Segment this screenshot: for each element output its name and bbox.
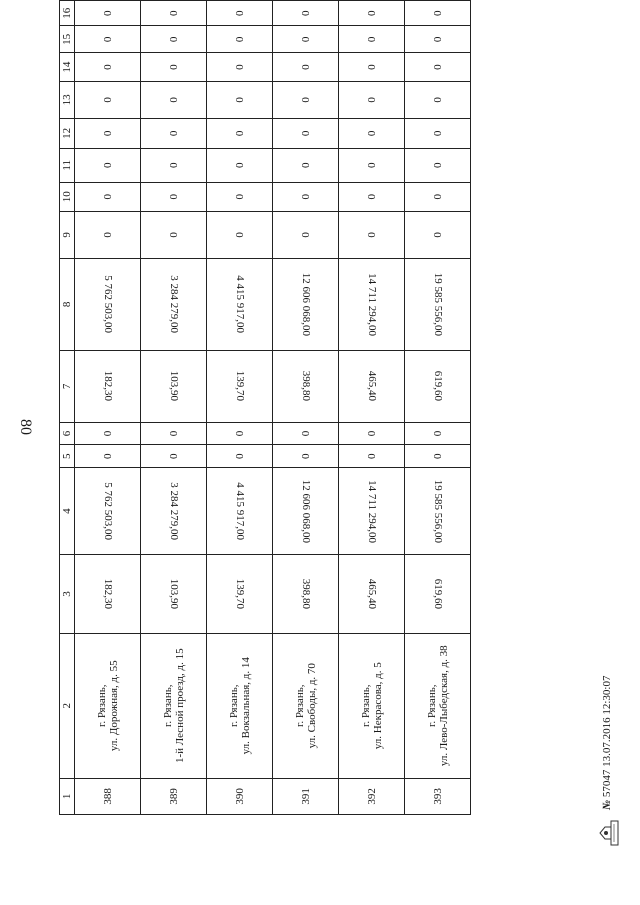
row-number: 388: [75, 778, 141, 814]
address-city: г. Рязань,: [425, 684, 438, 727]
cell-col-7: [339, 350, 405, 422]
cell-value: 0: [365, 130, 378, 137]
cell-col-5: [339, 445, 405, 468]
address-city: г. Рязань,: [359, 684, 372, 727]
cell-col-6: [141, 422, 207, 445]
cell-col-7: [75, 350, 141, 422]
cell-value: 0: [167, 232, 180, 238]
cell-value: 0: [101, 10, 114, 16]
column-header: 6: [60, 422, 75, 445]
cell-col-12: [339, 118, 405, 148]
cell-col-5: [273, 445, 339, 468]
document-number: 57047: [601, 769, 613, 798]
cell-value: 0: [431, 430, 444, 437]
cell-col-9: [75, 211, 141, 258]
address-city: г. Рязань,: [227, 684, 240, 727]
cell-col-14: [273, 53, 339, 82]
cell-col-8: [273, 258, 339, 350]
cell-col-16: [339, 1, 405, 26]
row-number: 391: [273, 778, 339, 814]
cell-value: 0: [431, 36, 444, 43]
cell-col-12: [207, 118, 273, 148]
cell-col-5: [405, 445, 471, 468]
cell-value: 0: [299, 36, 312, 43]
cell-value: 12 606 068,00: [299, 272, 312, 336]
cell-col-12: [273, 118, 339, 148]
cell-col-15: [339, 26, 405, 53]
cell-value: 0: [233, 194, 246, 200]
cell-col-7: [273, 350, 339, 422]
cell-value: 0: [431, 64, 444, 70]
cell-value: 139,70: [233, 578, 246, 610]
cell-col-4: [273, 468, 339, 555]
address-cell: [75, 633, 141, 778]
cell-value: 0: [299, 97, 312, 103]
cell-value: 14 711 294,00: [365, 479, 378, 543]
cell-value: 14 711 294,00: [365, 272, 378, 336]
cell-col-11: [273, 149, 339, 183]
cell-col-3: [75, 555, 141, 633]
address-city: г. Рязань,: [161, 684, 174, 727]
address-city: г. Рязань,: [95, 684, 108, 727]
cell-value: 0: [233, 453, 246, 459]
cell-value: 182,30: [101, 578, 114, 610]
cell-col-12: [75, 118, 141, 148]
cell-value: 0: [299, 64, 312, 70]
column-header: 5: [60, 445, 75, 468]
cell-col-11: [141, 149, 207, 183]
table-row: [273, 1, 339, 815]
cell-value: 0: [233, 10, 246, 16]
table-row: [339, 1, 405, 815]
cell-col-6: [339, 422, 405, 445]
cell-value: 398,80: [299, 371, 312, 402]
cell-value: 0: [365, 36, 378, 43]
cell-value: 0: [431, 10, 444, 16]
cell-value: 0: [431, 453, 444, 459]
document-datetime: 13.07.2016 12:30:07: [601, 675, 613, 767]
column-header: 10: [60, 182, 75, 211]
cell-value: 0: [167, 430, 180, 437]
cell-col-5: [207, 445, 273, 468]
cell-value: 0: [365, 232, 378, 238]
cell-col-4: [75, 468, 141, 555]
cell-value: 0: [233, 430, 246, 437]
cell-value: 0: [101, 453, 114, 459]
cell-col-8: [141, 258, 207, 350]
cell-col-13: [273, 81, 339, 118]
address-cell: [405, 633, 471, 778]
column-header: 11: [60, 149, 75, 183]
cell-value: 19 585 556,00: [431, 479, 444, 543]
cell-value: 0: [233, 130, 246, 137]
cell-col-6: [273, 422, 339, 445]
cell-col-15: [273, 26, 339, 53]
cell-col-4: [405, 468, 471, 555]
table-row: [75, 1, 141, 815]
cell-col-14: [141, 53, 207, 82]
cell-value: 619,60: [431, 371, 444, 402]
column-header: 14: [60, 53, 75, 82]
cell-value: 0: [431, 130, 444, 137]
cell-col-11: [339, 149, 405, 183]
cell-value: 0: [299, 10, 312, 16]
cell-col-8: [207, 258, 273, 350]
cell-value: 0: [101, 130, 114, 137]
cell-value: 0: [167, 162, 180, 169]
cell-col-15: [207, 26, 273, 53]
cell-col-3: [339, 555, 405, 633]
cell-value: 619,60: [431, 578, 444, 610]
cell-value: 4 415 917,00: [233, 275, 246, 334]
cell-value: 465,40: [365, 371, 378, 402]
row-number: 392: [339, 778, 405, 814]
cell-col-10: [75, 182, 141, 211]
cell-col-13: [75, 81, 141, 118]
cell-col-9: [141, 211, 207, 258]
cell-value: 0: [167, 453, 180, 459]
cell-col-9: [207, 211, 273, 258]
cell-value: 0: [233, 97, 246, 103]
table-row: [207, 1, 273, 815]
cell-value: 0: [299, 194, 312, 200]
cell-col-8: [75, 258, 141, 350]
cell-col-4: [339, 468, 405, 555]
column-header: 15: [60, 26, 75, 53]
cell-col-14: [405, 53, 471, 82]
data-table: [59, 0, 471, 815]
cell-col-16: [75, 1, 141, 26]
cell-col-6: [207, 422, 273, 445]
column-header: 3: [60, 555, 75, 633]
cell-col-11: [207, 149, 273, 183]
cell-value: 0: [101, 97, 114, 103]
address-street: ул. Некрасова, д. 5: [371, 662, 384, 750]
column-header: 9: [60, 211, 75, 258]
cell-value: 12 606 068,00: [299, 479, 312, 543]
cell-col-7: [207, 350, 273, 422]
cell-value: 0: [167, 36, 180, 43]
cell-col-16: [207, 1, 273, 26]
cell-value: 0: [299, 232, 312, 238]
address-cell: [141, 633, 207, 778]
cell-col-14: [75, 53, 141, 82]
cell-value: 0: [167, 97, 180, 103]
cell-value: 4 415 917,00: [233, 482, 246, 541]
cell-value: 0: [431, 162, 444, 169]
cell-col-10: [273, 182, 339, 211]
cell-col-5: [141, 445, 207, 468]
cell-col-13: [339, 81, 405, 118]
cell-value: 0: [101, 36, 114, 43]
cell-col-15: [141, 26, 207, 53]
column-header: 2: [60, 633, 75, 778]
cell-col-15: [75, 26, 141, 53]
cell-col-12: [405, 118, 471, 148]
cell-col-8: [339, 258, 405, 350]
cell-value: 465,40: [365, 578, 378, 610]
cell-col-16: [405, 1, 471, 26]
cell-col-7: [405, 350, 471, 422]
column-header: 16: [60, 1, 75, 26]
address-cell: [339, 633, 405, 778]
cell-value: 0: [365, 97, 378, 103]
address-cell: [207, 633, 273, 778]
address-city: г. Рязань,: [293, 684, 306, 727]
cell-value: 103,90: [167, 371, 180, 402]
cell-col-6: [405, 422, 471, 445]
cell-value: 0: [299, 430, 312, 437]
address-cell: [273, 633, 339, 778]
cell-value: 0: [299, 453, 312, 459]
cell-value: 0: [431, 232, 444, 238]
number-sign: №: [601, 799, 613, 810]
cell-value: 0: [365, 453, 378, 459]
cell-col-10: [207, 182, 273, 211]
document-stamp: [601, 676, 613, 810]
cell-col-8: [405, 258, 471, 350]
column-header: 12: [60, 118, 75, 148]
cell-col-5: [75, 445, 141, 468]
cell-col-10: [141, 182, 207, 211]
address-street: 1-й Лесной проезд, д. 15: [173, 648, 186, 764]
column-header: 8: [60, 258, 75, 350]
column-header: 4: [60, 468, 75, 555]
column-header: 1: [60, 778, 75, 814]
cell-value: 5 762 503,00: [101, 482, 114, 541]
cell-col-13: [207, 81, 273, 118]
cell-value: 0: [431, 97, 444, 103]
cell-col-3: [273, 555, 339, 633]
cell-value: 0: [365, 10, 378, 16]
table-row: [405, 1, 471, 815]
cell-value: 139,70: [233, 371, 246, 402]
cell-value: 0: [167, 10, 180, 16]
column-header: 7: [60, 350, 75, 422]
cell-col-11: [75, 149, 141, 183]
cell-value: 0: [101, 430, 114, 437]
table-row: [141, 1, 207, 815]
cell-col-11: [405, 149, 471, 183]
cell-value: 182,30: [101, 371, 114, 402]
emblem-icon: [597, 819, 619, 847]
cell-col-16: [141, 1, 207, 26]
cell-value: 3 284 279,00: [167, 275, 180, 334]
cell-value: 0: [233, 232, 246, 238]
cell-value: 0: [233, 64, 246, 70]
cell-col-9: [339, 211, 405, 258]
cell-col-14: [339, 53, 405, 82]
cell-value: 0: [365, 162, 378, 169]
address-street: ул. Дорожная, д. 55: [107, 660, 120, 752]
cell-value: 0: [167, 64, 180, 70]
cell-value: 0: [431, 194, 444, 200]
cell-col-13: [141, 81, 207, 118]
address-street: ул. Вокзальная, д. 14: [239, 657, 252, 755]
cell-value: 0: [365, 64, 378, 70]
cell-value: 0: [101, 64, 114, 70]
cell-col-10: [339, 182, 405, 211]
cell-value: 398,80: [299, 578, 312, 610]
cell-col-3: [405, 555, 471, 633]
cell-col-7: [141, 350, 207, 422]
cell-col-4: [207, 468, 273, 555]
column-header: 13: [60, 81, 75, 118]
cell-value: 103,90: [167, 578, 180, 610]
cell-col-9: [405, 211, 471, 258]
cell-value: 0: [101, 194, 114, 200]
cell-value: 3 284 279,00: [167, 482, 180, 541]
cell-col-6: [75, 422, 141, 445]
cell-value: 0: [299, 162, 312, 169]
cell-value: 0: [299, 130, 312, 137]
cell-value: 0: [167, 194, 180, 200]
page-number: 80: [17, 419, 34, 435]
cell-value: 0: [167, 130, 180, 137]
cell-value: 5 762 503,00: [101, 275, 114, 334]
row-number: 393: [405, 778, 471, 814]
cell-value: 19 585 556,00: [431, 272, 444, 336]
address-street: ул. Свободы, д. 70: [305, 663, 318, 749]
cell-col-12: [141, 118, 207, 148]
cell-col-14: [207, 53, 273, 82]
cell-col-9: [273, 211, 339, 258]
cell-col-16: [273, 1, 339, 26]
cell-value: 0: [233, 162, 246, 169]
cell-col-3: [141, 555, 207, 633]
cell-value: 0: [365, 430, 378, 437]
cell-col-15: [405, 26, 471, 53]
cell-value: 0: [101, 162, 114, 169]
header-row: [60, 1, 75, 815]
address-street: ул. Лево-Лыбедская, д. 38: [437, 645, 450, 767]
row-number: 390: [207, 778, 273, 814]
cell-col-10: [405, 182, 471, 211]
cell-col-4: [141, 468, 207, 555]
cell-value: 0: [101, 232, 114, 238]
cell-value: 0: [365, 194, 378, 200]
cell-value: 0: [233, 36, 246, 43]
row-number: 389: [141, 778, 207, 814]
cell-col-13: [405, 81, 471, 118]
cell-col-3: [207, 555, 273, 633]
